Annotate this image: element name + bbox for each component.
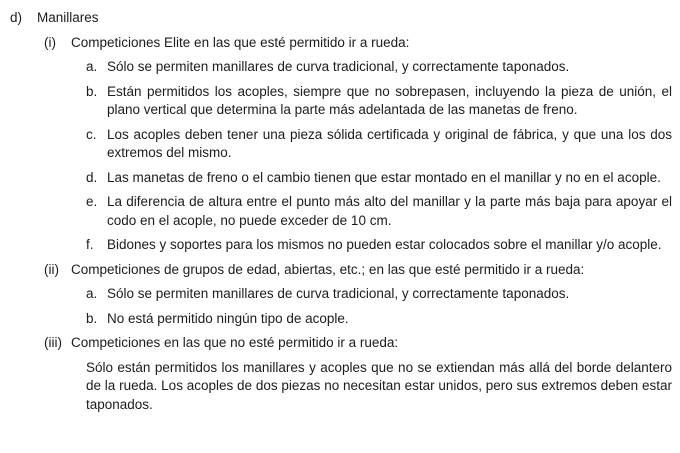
section-label: d) xyxy=(10,10,23,25)
list-item-i-label: (i) xyxy=(44,34,56,50)
list-item-i-c xyxy=(10,126,672,163)
list-item-ii-a-label: a. xyxy=(86,286,98,301)
list-item-i-b-text: Están permitidos los acoples, siempre que no sobrepasen, incluyendo la pieza de unión, el plano vertical que determina la parte más adelantada de las manetas de freno. xyxy=(107,83,672,117)
list-item-iii-paragraph: Sólo están permitidos los manillares y acoples que no se extiendan más allá del borde delantero de la rueda. Los acoples de dos piezas no necesitan estar unidos, pero sus extremos deben estar taponados. xyxy=(86,359,672,412)
section-heading xyxy=(10,9,672,28)
list-item-i-c-label: c. xyxy=(86,126,97,142)
list-item-ii-b-label: b. xyxy=(86,310,98,326)
list-item-i-f xyxy=(10,236,672,255)
list-item-i-a-text: Sólo se permiten manillares de curva tradicional, y correctamente taponados. xyxy=(107,59,570,74)
list-item-i-e-label: e. xyxy=(86,194,98,209)
list-item-iii xyxy=(10,334,672,353)
list-item-i-heading: Competiciones Elite en las que esté permitido ir a rueda: xyxy=(71,34,410,50)
list-item-ii xyxy=(10,261,672,280)
list-item-i-f-label: f. xyxy=(86,237,94,252)
list-item-i-e xyxy=(10,193,672,230)
list-item-i-a-label: a. xyxy=(86,59,98,74)
list-item-i-d-text: Las manetas de freno o el cambio tienen que estar montado en el manillar y no en el acople. xyxy=(107,169,661,185)
list-item-i-d xyxy=(10,169,672,188)
list-item-ii-label: (ii) xyxy=(44,261,59,277)
list-item-ii-a xyxy=(10,285,672,304)
list-item-ii-heading: Competiciones de grupos de edad, abiertas, etc.; en las que esté permitido ir a rueda: xyxy=(71,261,585,277)
list-item-i-e-text: La diferencia de altura entre el punto más alto del manillar y la parte más baja para apoyar el codo en el acople, no puede exceder de 10 cm. xyxy=(107,194,672,228)
list-item-iii-label: (iii) xyxy=(44,335,62,350)
list-item-ii-a-text: Sólo se permiten manillares de curva tradicional, y correctamente taponados. xyxy=(107,286,570,301)
list-item-i-b-label: b. xyxy=(86,83,98,99)
list-item-i-b xyxy=(10,83,672,120)
list-item-iii-heading: Competiciones en las que no esté permitido ir a rueda: xyxy=(71,335,399,350)
list-item-ii-b xyxy=(10,310,672,329)
list-item-i-a xyxy=(10,58,672,77)
list-item-i-c-text: Los acoples deben tener una pieza sólida certificada y original de fábrica, y que una los dos extremos del mismo. xyxy=(107,126,672,160)
list-item-i-d-label: d. xyxy=(86,169,98,185)
list-item-i-f-text: Bidones y soportes para los mismos no pueden estar colocados sobre el manillar y/o acople. xyxy=(107,237,662,252)
list-item-i xyxy=(10,34,672,53)
section-title: Manillares xyxy=(37,10,99,25)
list-item-ii-b-text: No está permitido ningún tipo de acople. xyxy=(107,310,349,326)
